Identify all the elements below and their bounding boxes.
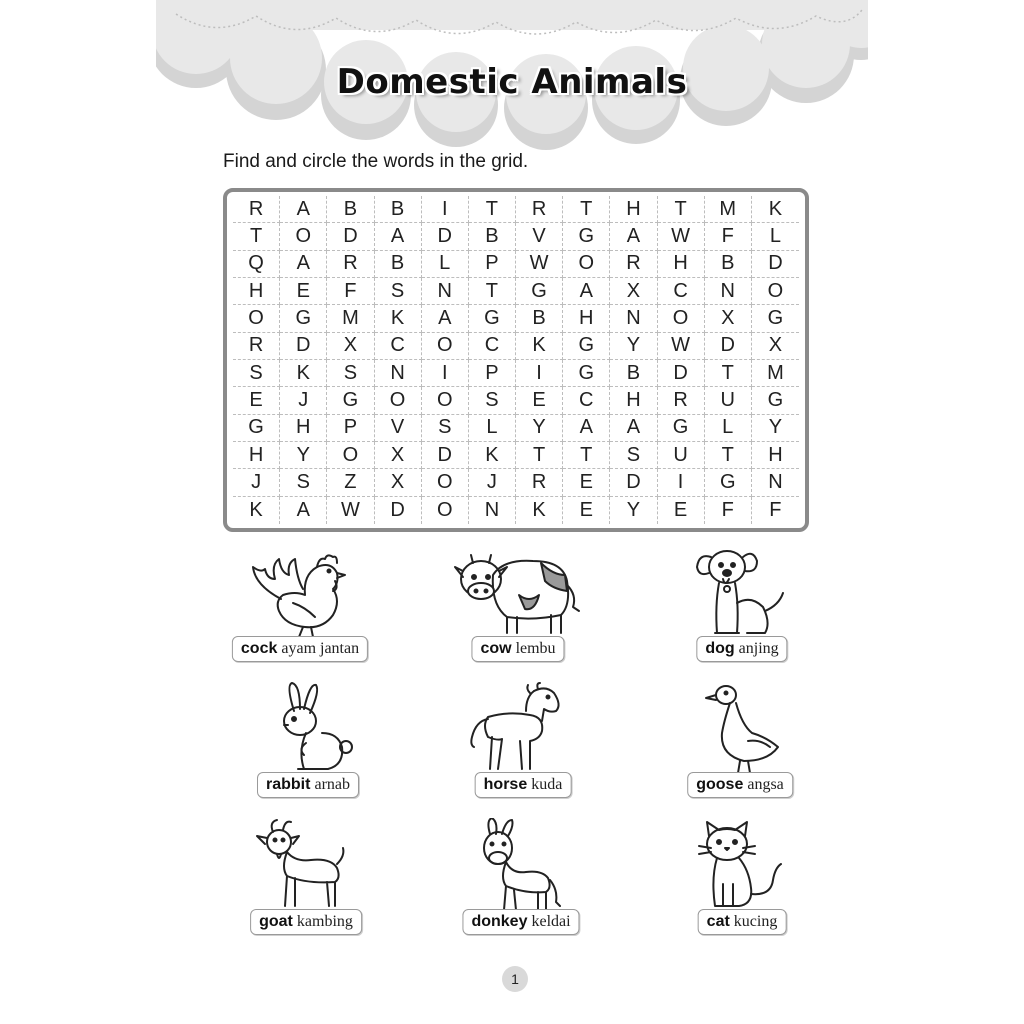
grid-cell[interactable]: C <box>658 278 705 305</box>
grid-cell[interactable]: I <box>422 196 469 223</box>
grid-cell[interactable]: L <box>422 251 469 278</box>
grid-cell[interactable]: R <box>658 387 705 414</box>
animal-name-ms: keldai <box>531 913 571 930</box>
grid-cell[interactable]: R <box>516 196 563 223</box>
grid-cell[interactable]: G <box>327 387 374 414</box>
animal-name-ms: anjing <box>738 640 779 657</box>
animal-name-en: goose <box>696 776 744 793</box>
grid-cell[interactable]: O <box>233 305 280 332</box>
animal-label-donkey <box>462 909 579 935</box>
animal-label-horse <box>475 772 572 798</box>
grid-cell[interactable]: O <box>422 333 469 360</box>
grid-cell[interactable]: H <box>752 442 799 469</box>
animal-card-cow <box>428 545 608 657</box>
grid-cell[interactable]: O <box>752 278 799 305</box>
grid-cell[interactable]: B <box>469 223 516 250</box>
rooster-icon <box>245 545 355 641</box>
grid-cell[interactable]: D <box>658 360 705 387</box>
grid-cell[interactable]: X <box>327 333 374 360</box>
grid-cell[interactable]: T <box>563 196 610 223</box>
cow-icon <box>453 545 583 641</box>
grid-cell[interactable]: R <box>327 251 374 278</box>
grid-cell[interactable]: K <box>375 305 422 332</box>
grid-cell[interactable]: R <box>233 196 280 223</box>
grid-cell[interactable]: A <box>280 251 327 278</box>
grid-cell[interactable]: X <box>375 469 422 496</box>
grid-cell[interactable]: S <box>469 387 516 414</box>
grid-cell[interactable]: H <box>280 415 327 442</box>
grid-cell[interactable]: G <box>563 360 610 387</box>
grid-cell[interactable]: D <box>422 442 469 469</box>
grid-cell[interactable]: O <box>375 387 422 414</box>
grid-cell[interactable]: E <box>233 387 280 414</box>
grid-cell[interactable]: B <box>705 251 752 278</box>
grid-cell[interactable]: G <box>752 387 799 414</box>
grid-cell[interactable]: I <box>422 360 469 387</box>
animal-card-cock <box>210 545 390 657</box>
animal-name-ms: arnab <box>314 776 350 793</box>
grid-cell[interactable]: T <box>658 196 705 223</box>
grid-cell[interactable]: D <box>422 223 469 250</box>
worksheet-page <box>156 0 868 1024</box>
grid-cell[interactable]: N <box>752 469 799 496</box>
page-title: Domestic Animals <box>336 62 688 102</box>
grid-cell[interactable]: O <box>422 469 469 496</box>
animal-name-ms: kambing <box>296 913 353 930</box>
word-search-grid <box>223 188 809 532</box>
animal-name-ms: angsa <box>747 776 784 793</box>
animal-label-dog <box>696 636 787 662</box>
grid-cell[interactable]: B <box>327 196 374 223</box>
animal-name-en: dog <box>705 640 735 657</box>
grid-cell[interactable]: X <box>752 333 799 360</box>
grid-cell[interactable]: C <box>469 333 516 360</box>
grid-cell[interactable]: W <box>658 333 705 360</box>
grid-cell[interactable]: G <box>563 223 610 250</box>
animal-label-cock <box>232 636 368 662</box>
grid-cell[interactable]: H <box>233 442 280 469</box>
animal-card-rabbit <box>218 681 398 793</box>
page-number-badge: 1 <box>502 966 528 992</box>
grid-cell[interactable]: U <box>658 442 705 469</box>
animal-label-goat <box>250 909 362 935</box>
grid-cell[interactable]: O <box>280 223 327 250</box>
grid-cell[interactable]: J <box>469 469 516 496</box>
animal-label-rabbit <box>257 772 359 798</box>
grid-cell[interactable]: T <box>705 442 752 469</box>
grid-cell[interactable]: L <box>752 223 799 250</box>
grid-cell[interactable]: G <box>752 305 799 332</box>
grid-cell[interactable]: D <box>327 223 374 250</box>
grid-cell[interactable]: K <box>233 497 280 524</box>
grid-cell[interactable]: D <box>610 469 657 496</box>
grid-cell[interactable]: T <box>469 196 516 223</box>
animal-card-donkey <box>431 818 611 930</box>
grid-cell[interactable]: K <box>516 333 563 360</box>
grid-cell[interactable]: J <box>280 387 327 414</box>
grid-cell[interactable]: A <box>422 305 469 332</box>
grid-cell[interactable]: R <box>516 469 563 496</box>
cat-icon <box>687 818 797 914</box>
grid-cell[interactable]: P <box>469 251 516 278</box>
grid-cell[interactable]: O <box>327 442 374 469</box>
grid-cell[interactable]: G <box>280 305 327 332</box>
grid-cell[interactable]: B <box>516 305 563 332</box>
grid-cell[interactable]: P <box>469 360 516 387</box>
animal-name-en: horse <box>483 776 528 793</box>
grid-cell[interactable]: F <box>769 498 782 521</box>
goose-icon <box>690 681 790 777</box>
animal-label-goose <box>687 772 793 798</box>
animal-name-en: cow <box>480 640 512 657</box>
grid-cell[interactable]: W <box>327 497 374 524</box>
grid-cell[interactable]: S <box>375 278 422 305</box>
grid-cell[interactable]: P <box>327 415 374 442</box>
goat-icon <box>251 818 361 914</box>
grid-cell[interactable]: O <box>422 497 469 524</box>
dog-icon <box>687 545 797 641</box>
grid-cell[interactable]: G <box>469 305 516 332</box>
grid-cell[interactable]: N <box>422 278 469 305</box>
grid-cell[interactable]: T <box>469 278 516 305</box>
grid-cell[interactable]: L <box>469 415 516 442</box>
animal-card-horse <box>433 681 613 793</box>
grid-cell[interactable]: K <box>752 196 799 223</box>
grid-cell[interactable]: T <box>705 360 752 387</box>
grid-cell[interactable]: Z <box>327 469 374 496</box>
grid-cell[interactable]: J <box>233 469 280 496</box>
grid-cell[interactable]: Y <box>516 415 563 442</box>
grid-cell[interactable]: T <box>516 442 563 469</box>
grid-cell[interactable]: C <box>563 387 610 414</box>
grid-cell[interactable]: K <box>280 360 327 387</box>
grid-cell[interactable]: M <box>327 305 374 332</box>
grid-cell[interactable]: M <box>705 196 752 223</box>
animal-name-en: rabbit <box>266 776 311 793</box>
rabbit-icon <box>258 681 358 777</box>
animal-name-en: goat <box>259 913 293 930</box>
grid-cell[interactable]: F <box>327 278 374 305</box>
donkey-icon <box>466 818 576 914</box>
grid-cell[interactable]: S <box>610 442 657 469</box>
grid-cell[interactable]: Y <box>610 497 657 524</box>
grid-cell[interactable]: I <box>658 469 705 496</box>
grid-cell[interactable]: D <box>280 333 327 360</box>
animal-card-cat <box>652 818 832 930</box>
grid-cell[interactable]: O <box>563 251 610 278</box>
grid-cell[interactable]: N <box>375 360 422 387</box>
grid-cell[interactable]: F <box>705 497 752 524</box>
grid-cell[interactable]: M <box>752 360 799 387</box>
horse-icon <box>468 681 578 777</box>
grid-cell[interactable]: K <box>516 497 563 524</box>
grid-cell[interactable]: N <box>469 497 516 524</box>
grid-cell[interactable]: X <box>610 278 657 305</box>
grid-cell[interactable]: T <box>233 223 280 250</box>
grid-cell[interactable]: F <box>705 223 752 250</box>
grid-cell[interactable]: A <box>610 415 657 442</box>
grid-cell[interactable]: B <box>375 196 422 223</box>
grid-cell[interactable]: A <box>610 223 657 250</box>
grid-cell[interactable]: A <box>563 278 610 305</box>
grid-cell[interactable]: G <box>658 415 705 442</box>
grid-cell[interactable]: O <box>658 305 705 332</box>
grid-cell[interactable]: R <box>233 333 280 360</box>
grid-cells <box>233 196 799 524</box>
grid-cell[interactable]: D <box>705 333 752 360</box>
grid-cell[interactable]: S <box>422 415 469 442</box>
grid-cell[interactable]: H <box>658 251 705 278</box>
grid-cell[interactable]: E <box>563 497 610 524</box>
grid-cell[interactable]: S <box>327 360 374 387</box>
grid-cell[interactable]: D <box>375 497 422 524</box>
grid-cell[interactable]: E <box>658 497 705 524</box>
grid-cell[interactable]: U <box>705 387 752 414</box>
animal-card-dog <box>652 545 832 657</box>
grid-cell[interactable]: A <box>563 415 610 442</box>
grid-cell[interactable]: G <box>563 333 610 360</box>
grid-cell[interactable]: G <box>705 469 752 496</box>
animal-name-en: cock <box>240 640 278 657</box>
animal-label-cow <box>471 636 564 662</box>
grid-cell[interactable]: T <box>563 442 610 469</box>
grid-cell[interactable]: E <box>280 278 327 305</box>
grid-cell[interactable]: I <box>516 360 563 387</box>
animal-name-ms: ayam jantan <box>281 640 360 657</box>
grid-cell[interactable]: X <box>705 305 752 332</box>
grid-cell[interactable]: V <box>375 415 422 442</box>
grid-cell[interactable]: W <box>658 223 705 250</box>
grid-cell[interactable]: C <box>375 333 422 360</box>
animal-name-ms: kuda <box>531 776 563 793</box>
animal-name-ms: lembu <box>515 640 556 657</box>
grid-cell[interactable]: G <box>233 415 280 442</box>
animal-name-en: donkey <box>471 913 528 930</box>
grid-cell[interactable]: N <box>705 278 752 305</box>
grid-cell[interactable]: H <box>610 387 657 414</box>
grid-cell[interactable]: Y <box>280 442 327 469</box>
grid-cell[interactable]: Q <box>233 251 280 278</box>
grid-cell[interactable]: Y <box>610 333 657 360</box>
grid-cell[interactable]: H <box>233 278 280 305</box>
animal-name-en: cat <box>706 913 730 930</box>
animal-name-ms: kucing <box>733 913 778 930</box>
grid-cell[interactable]: L <box>705 415 752 442</box>
instructions-text: Find and circle the words in the grid. <box>223 151 529 172</box>
grid-cell[interactable]: A <box>375 223 422 250</box>
grid-cell[interactable]: H <box>563 305 610 332</box>
grid-cell[interactable]: W <box>516 251 563 278</box>
grid-cell[interactable]: R <box>610 251 657 278</box>
animal-label-cat <box>698 909 787 935</box>
grid-cell[interactable]: G <box>516 278 563 305</box>
grid-cell[interactable]: O <box>422 387 469 414</box>
grid-cell[interactable]: A <box>280 196 327 223</box>
grid-cell[interactable]: S <box>280 469 327 496</box>
grid-cell[interactable]: D <box>752 251 799 278</box>
animal-card-goose <box>650 681 830 793</box>
grid-cell[interactable]: N <box>610 305 657 332</box>
grid-cell[interactable]: B <box>610 360 657 387</box>
grid-cell[interactable]: X <box>375 442 422 469</box>
grid-cell[interactable]: E <box>516 387 563 414</box>
grid-cell[interactable]: E <box>563 469 610 496</box>
grid-cell[interactable]: H <box>610 196 657 223</box>
grid-cell[interactable]: K <box>469 442 516 469</box>
grid-cell[interactable]: B <box>375 251 422 278</box>
grid-cell[interactable]: A <box>280 497 327 524</box>
animal-card-goat <box>216 818 396 930</box>
grid-cell[interactable]: Y <box>752 415 799 442</box>
grid-cell[interactable]: S <box>233 360 280 387</box>
grid-cell[interactable]: V <box>516 223 563 250</box>
